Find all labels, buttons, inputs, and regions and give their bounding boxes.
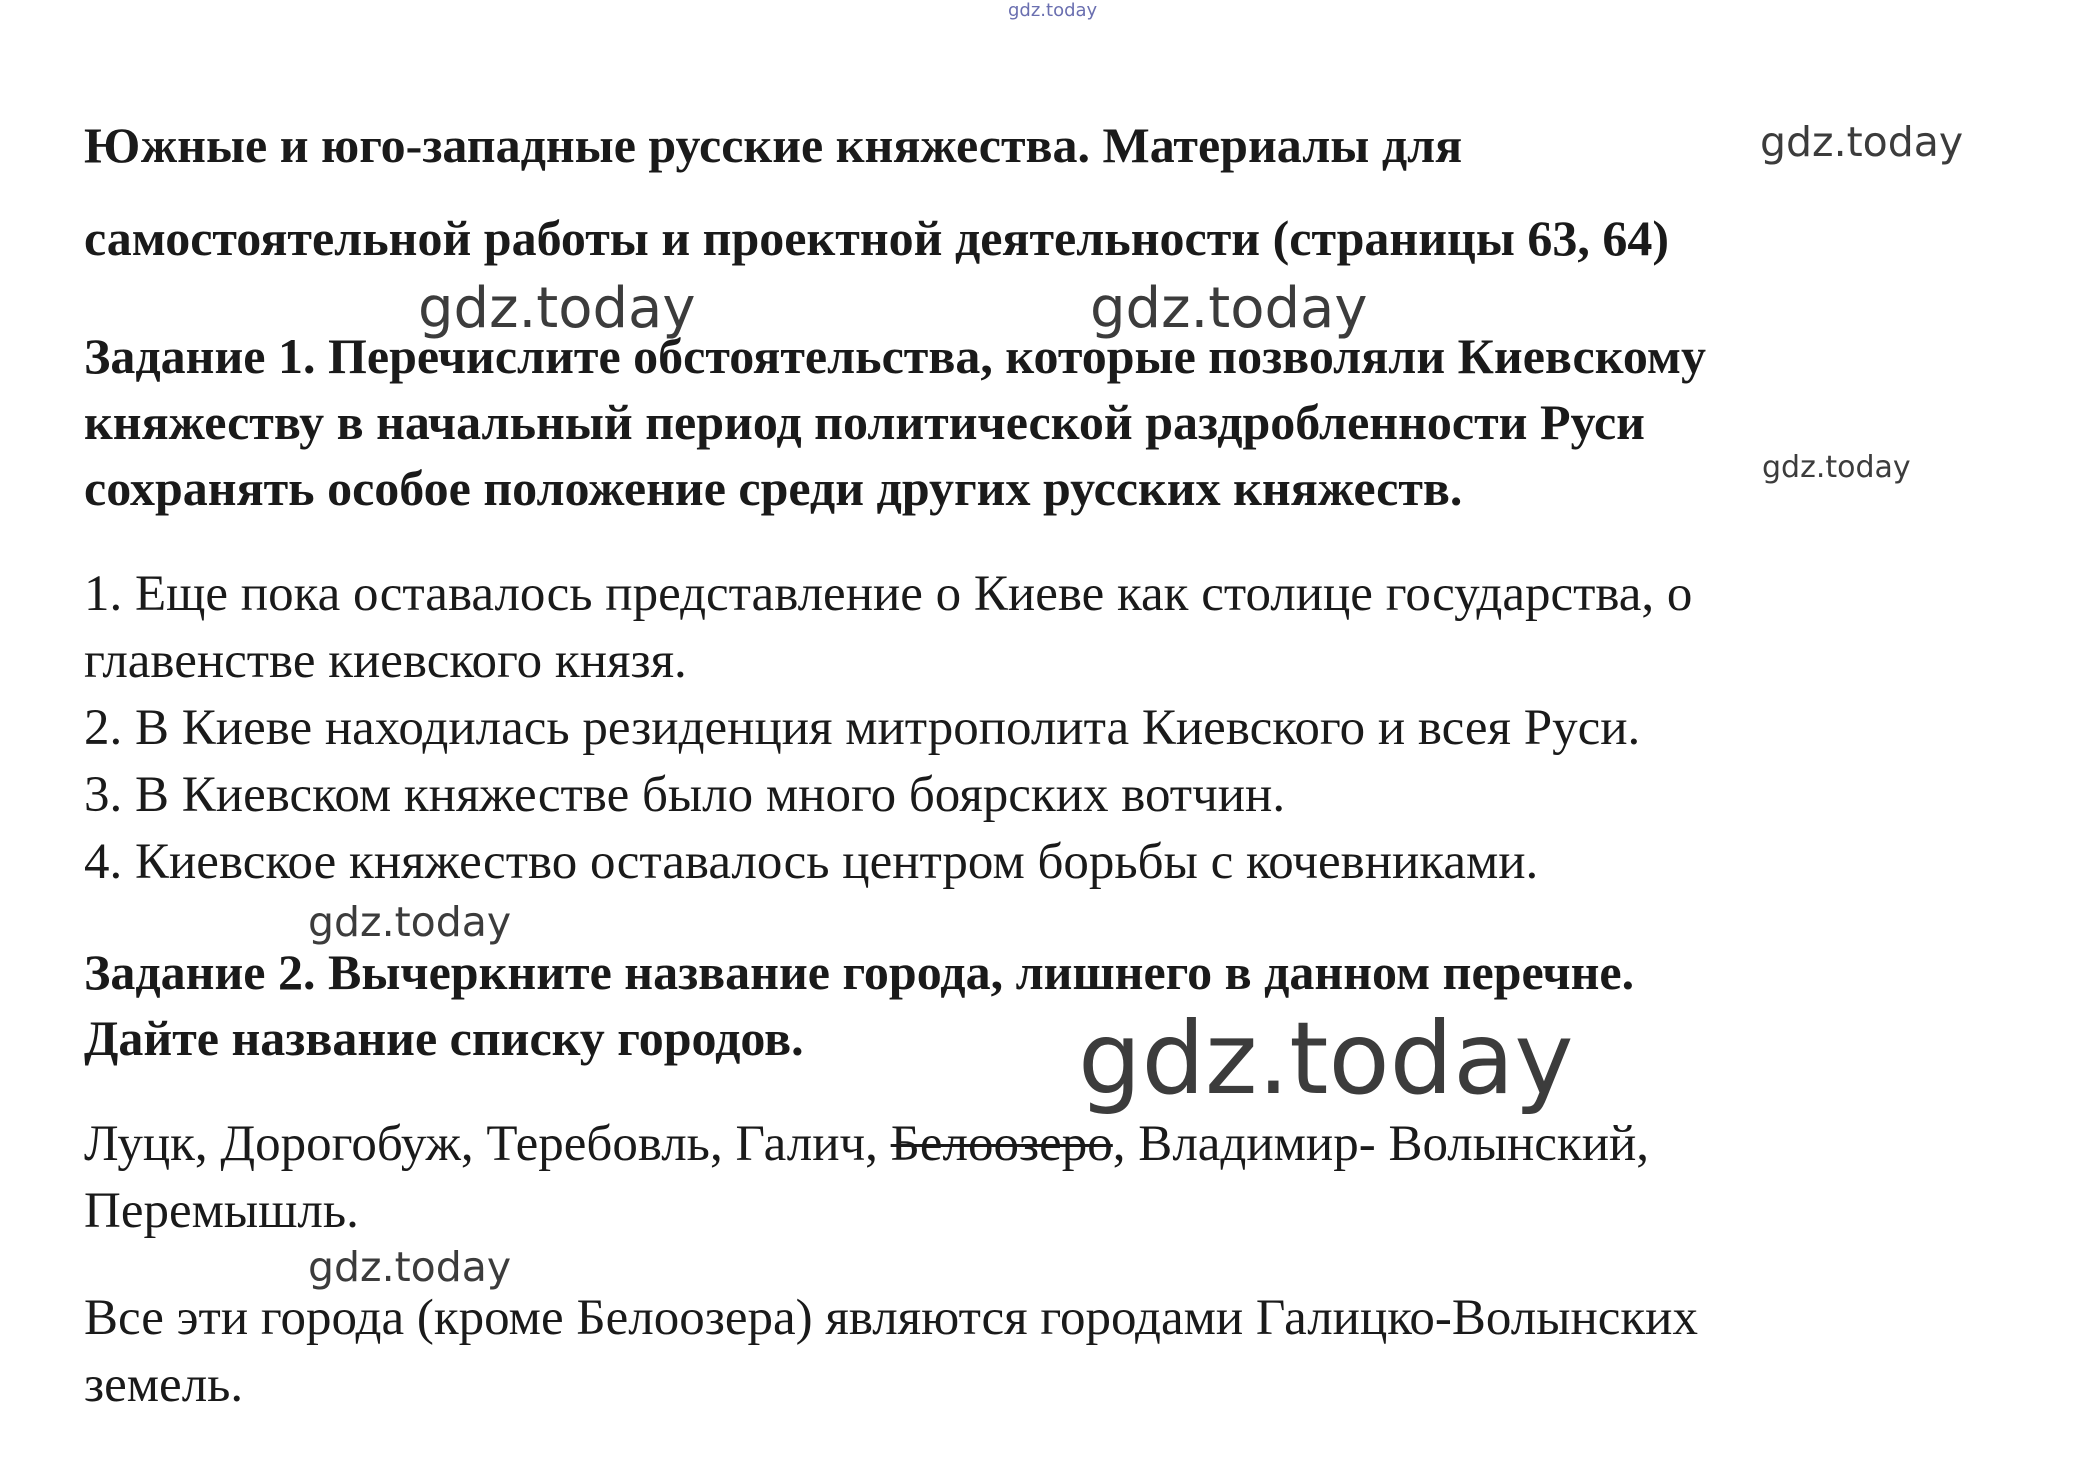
task1-answer-4: 4. Киевское княжество оставалось центром борьбы с кочевниками. xyxy=(84,834,1539,890)
task2-heading-line-2: Дайте название списку городов. xyxy=(84,1010,804,1066)
watermark-logo: gdz.today xyxy=(1762,450,1911,485)
task1-heading-line-3: сохранять особое положение среди других русских княжеств. xyxy=(84,460,1463,516)
task1-heading-line-1: Задание 1. Перечислите обстоятельства, которые позволяли Киевскому xyxy=(84,328,1706,384)
watermark-logo: gdz.today xyxy=(1090,276,1368,341)
watermark-logo: gdz.today xyxy=(308,898,512,946)
watermark-logo: gdz.today xyxy=(1078,1000,1574,1117)
watermark-logo: gdz.today xyxy=(418,276,696,341)
task2-conclusion-line-2: земель. xyxy=(84,1357,244,1413)
city-list-after: , Владимир- Волынский, xyxy=(1112,1116,1650,1172)
task1-answer-1a: 1. Еще пока оставалось представление о Киеве как столице государства, о xyxy=(84,566,1693,622)
task1-answer-1b: главенстве киевского князя. xyxy=(84,633,687,689)
page-title-line-1: Южные и юго-западные русские княжества. Материалы для xyxy=(84,117,1463,173)
task2-city-list-line-2: Перемышль. xyxy=(84,1183,359,1239)
task1-answer-3: 3. В Киевском княжестве было много боярских вотчин. xyxy=(84,767,1286,823)
city-list-before: Луцк, Дорогобуж, Теребовль, Галич, xyxy=(84,1116,891,1172)
watermark-logo: gdz.today xyxy=(1760,118,1964,166)
task2-city-list-line-1 xyxy=(84,1111,1649,1178)
struck-city: Белоозеро xyxy=(890,1116,1113,1172)
task2-heading-line-1: Задание 2. Вычеркните название города, лишнего в данном перечне. xyxy=(84,944,1635,1000)
task1-answer-2: 2. В Киеве находилась резиденция митрополита Киевского и всея Руси. xyxy=(84,700,1641,756)
task1-heading-line-2: княжеству в начальный период политической раздробленности Руси xyxy=(84,394,1645,450)
task2-conclusion-line-1: Все эти города (кроме Белоозера) являются городами Галицко-Волынских xyxy=(84,1290,1698,1346)
watermark-logo: gdz.today xyxy=(308,1243,512,1291)
page-title-line-2: самостоятельной работы и проектной деятельности (страницы 63, 64) xyxy=(84,210,1670,266)
watermark-logo: gdz.today xyxy=(1008,0,1098,21)
